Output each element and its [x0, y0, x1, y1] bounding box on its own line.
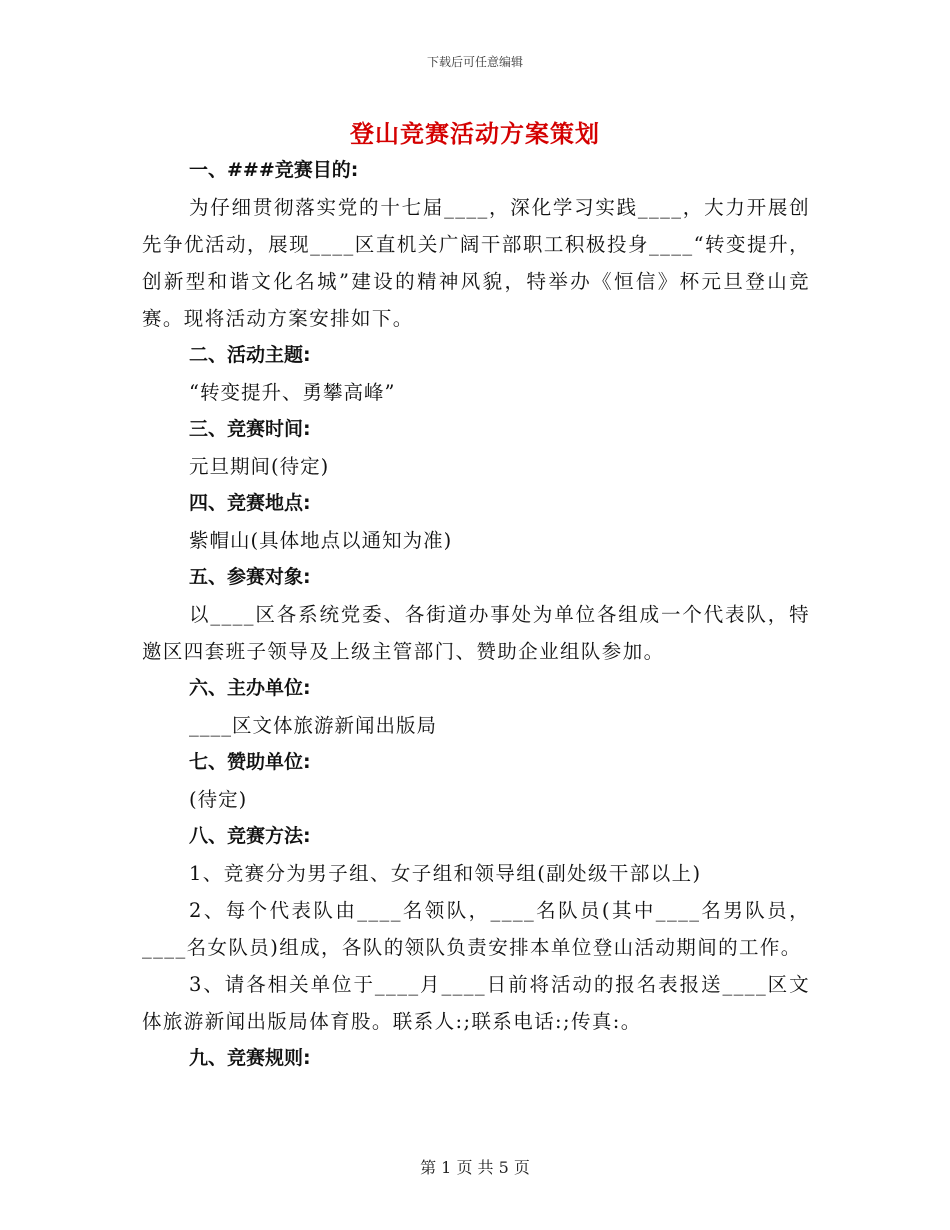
section-text-time: 元旦期间(待定): [189, 455, 330, 478]
section-heading-time: 三、竞赛时间:: [189, 418, 311, 440]
section-heading-method: 八、竞赛方法:: [189, 825, 311, 847]
section-text-organizer: ____区文体旅游新闻出版局: [189, 714, 438, 737]
section-paragraph-purpose: 为仔细贯彻落实党的十七届____，深化学习实践____，大力开展创先争优活动，展现____区直机关广阔干部职工积极投身____“转变提升，创新型和谐文化名城”建设的精神风貌，特举办《恒信》杯元旦登山竞赛。现将活动方案安排如下。: [142, 196, 810, 330]
section-heading-participants: 五、参赛对象:: [189, 566, 311, 588]
section-paragraph-participants: 以____区各系统党委、各街道办事处为单位各组成一个代表队，特邀区四套班子领导及上级主管部门、赞助企业组队参加。: [142, 603, 810, 663]
section-text-sponsor: (待定): [189, 788, 248, 811]
section-text-location: 紫帽山(具体地点以通知为准): [189, 529, 453, 552]
section-text-theme: “转变提升、勇攀高峰”: [189, 381, 396, 404]
header-note: 下载后可任意编辑: [426, 55, 523, 69]
section-heading-purpose: 一、###竞赛目的:: [189, 159, 359, 181]
section-heading-location: 四、竞赛地点:: [189, 492, 311, 514]
document-body: [142, 152, 810, 1077]
section-heading-sponsor: 七、赞助单位:: [189, 751, 311, 773]
section-heading-organizer: 六、主办单位:: [189, 677, 311, 699]
method-item-1: 1、竞赛分为男子组、女子组和领导组(副处级干部以上): [189, 862, 702, 885]
document-title: 登山竞赛活动方案策划: [350, 119, 600, 148]
page-footer: 第 1 页 共 5 页: [420, 1158, 530, 1177]
method-item-2: 2、每个代表队由____名领队，____名队员(其中____名男队员，____名女队员)组成，各队的领队负责安排本单位登山活动期间的工作。: [142, 899, 810, 959]
method-item-3: 3、请各相关单位于____月____日前将活动的报名表报送____区文体旅游新闻出版局体育股。联系人:;联系电话:;传真:。: [142, 973, 810, 1033]
section-heading-theme: 二、活动主题:: [189, 344, 311, 366]
section-heading-rules: 九、竞赛规则:: [189, 1047, 311, 1069]
